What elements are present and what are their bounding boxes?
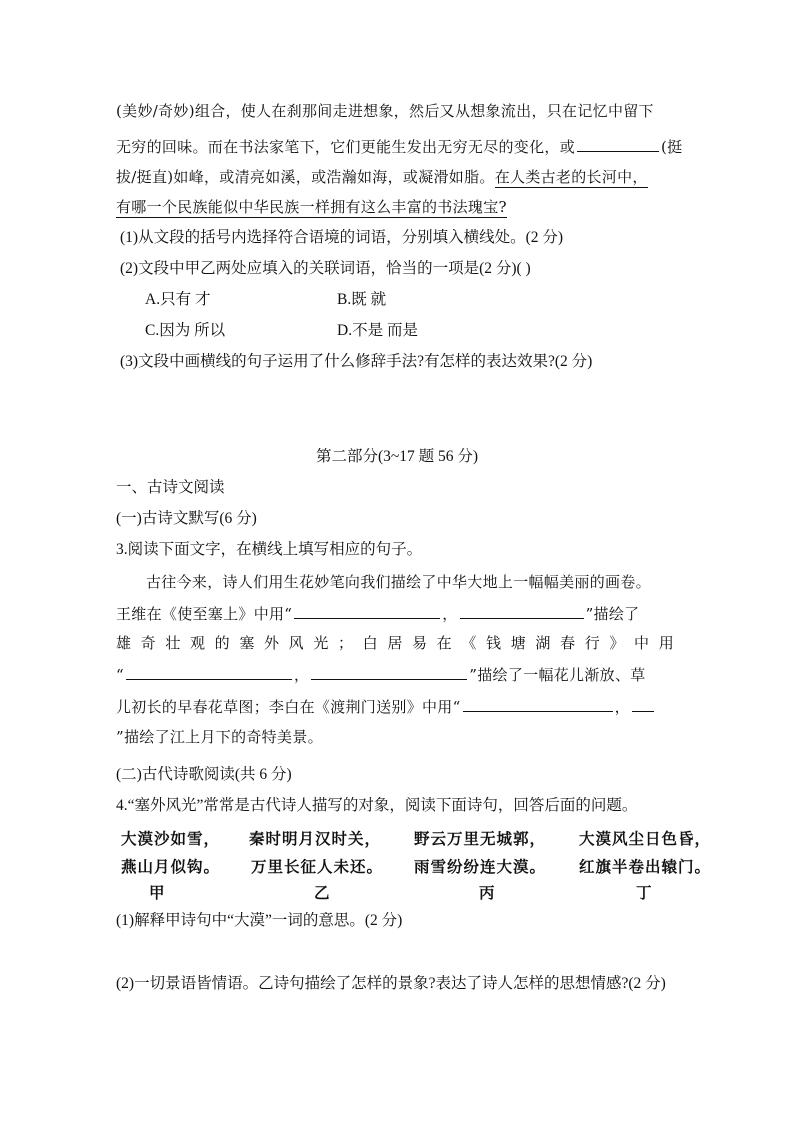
underlined-sentence-part2: 有哪一个民族能似中华民族一样拥有这么丰富的书法瑰宝? bbox=[116, 198, 507, 216]
poem-label-jia: 甲 bbox=[149, 883, 165, 902]
q2-sub2: (2)文段中甲乙两处应填入的关联词语，恰当的一项是(2 分)( ) bbox=[120, 260, 531, 277]
poem-label-yi: 乙 bbox=[314, 883, 330, 902]
q3-line5-start: 儿初长的早春花草图；李白在《渡荆门送别》中用“ bbox=[116, 698, 461, 716]
q3-line6-text: ”描绘了江上月下的奇特美景。 bbox=[116, 728, 323, 746]
fill-blank[interactable] bbox=[463, 696, 613, 712]
passage-line-2-text: 无穷的回味。而在书法家笔下，它们更能生发出无穷无尽的变化，或 bbox=[116, 138, 576, 156]
subsection-heading-2: (二)古代诗歌阅读(共 6 分) bbox=[116, 766, 292, 783]
part2-title: 第二部分(3~17 题 56 分) bbox=[315, 448, 479, 465]
passage-line-3-text: 拔/挺直)如峰，或清亮如溪，或浩瀚如海，或凝滑如脂。 bbox=[116, 168, 495, 186]
poem-bing-line-1: 野云万里无城郭， bbox=[414, 829, 547, 848]
fill-blank[interactable] bbox=[460, 603, 584, 619]
underlined-sentence-part1: 在人类古老的长河中， bbox=[494, 168, 648, 186]
passage-line-3 bbox=[116, 167, 648, 187]
comma: ， bbox=[614, 698, 630, 716]
subsection-heading-1: (一)古诗文默写(6 分) bbox=[116, 510, 257, 527]
comma: ， bbox=[293, 666, 310, 684]
q4-prompt: 4.“塞外风光”常常是古代诗人描写的对象，阅读下面诗句，回答后面的问题。 bbox=[116, 797, 638, 814]
fill-blank[interactable] bbox=[311, 664, 467, 680]
poem-yi-line-2: 万里长征人未还。 bbox=[251, 857, 384, 876]
q2-sub1: (1)从文段的括号内选择符合语境的词语，分别填入横线处。(2 分) bbox=[120, 229, 564, 246]
q3-prompt: 3.阅读下面文字，在横线上填写相应的句子。 bbox=[116, 541, 423, 558]
option-d[interactable]: D.不是 而是 bbox=[337, 322, 418, 339]
q3-line4-end: ”描绘了一幅花儿渐放、草 bbox=[469, 666, 646, 684]
poem-label-bing: 丙 bbox=[479, 883, 495, 902]
q3-text-line-5 bbox=[116, 696, 656, 717]
q4-sub1: (1)解释甲诗句中“大漠”一词的意思。(2 分) bbox=[116, 912, 403, 929]
q2-sub3: (3)文段中画横线的句子运用了什么修辞手法?有怎样的表达效果?(2 分) bbox=[120, 353, 593, 370]
passage-line-1: (美妙/奇妙)组合，使人在刹那间走进想象，然后又从想象流出，只在记忆中留下 bbox=[116, 102, 654, 120]
q3-line2-end: ”描绘了 bbox=[585, 605, 640, 623]
option-c[interactable]: C.因为 所以 bbox=[145, 322, 226, 339]
option-a[interactable]: A.只有 才 bbox=[145, 291, 211, 308]
q3-text-line-3: 雄奇壮观的塞外风光；白居易在《钱塘湖春行》中用 bbox=[116, 634, 674, 652]
q3-text-line-6 bbox=[116, 727, 323, 747]
fill-blank[interactable] bbox=[632, 696, 654, 712]
q4-sub2: (2)一切景语皆情语。乙诗句描绘了怎样的景象?表达了诗人怎样的思想情感?(2 分) bbox=[116, 975, 666, 992]
fill-blank[interactable] bbox=[126, 664, 292, 680]
poem-yi-line-1: 秦时明月汉时关， bbox=[249, 829, 382, 848]
poem-ding-line-2: 红旗半卷出辕门。 bbox=[579, 857, 712, 876]
comma: ， bbox=[442, 605, 458, 623]
poem-bing-line-2: 雨雪纷纷连大漠。 bbox=[414, 857, 547, 876]
poem-label-ding: 丁 bbox=[636, 883, 652, 902]
q3-text-line-4 bbox=[116, 664, 646, 685]
q3-line2-start: 王维在《使至塞上》中用“ bbox=[116, 605, 293, 623]
open-quote: “ bbox=[116, 666, 124, 684]
option-b[interactable]: B.既 就 bbox=[337, 291, 387, 308]
poem-ding-line-1: 大漠风尘日色昏， bbox=[579, 829, 712, 848]
q3-text-line-2 bbox=[116, 603, 639, 624]
q3-text-line-1: 古往今来，诗人们用生花妙笔向我们描绘了中华大地上一幅幅美丽的画卷。 bbox=[146, 573, 651, 591]
passage-line-4 bbox=[116, 197, 507, 217]
fill-blank[interactable] bbox=[577, 136, 659, 152]
section-heading-1: 一、古诗文阅读 bbox=[116, 479, 225, 496]
poem-jia-line-2: 燕山月似钩。 bbox=[121, 857, 221, 876]
poem-jia-line-1: 大漠沙如雪， bbox=[121, 829, 221, 848]
passage-line-2 bbox=[116, 136, 682, 157]
passage-line-2-tail: (挺 bbox=[661, 138, 683, 156]
fill-blank[interactable] bbox=[294, 603, 440, 619]
